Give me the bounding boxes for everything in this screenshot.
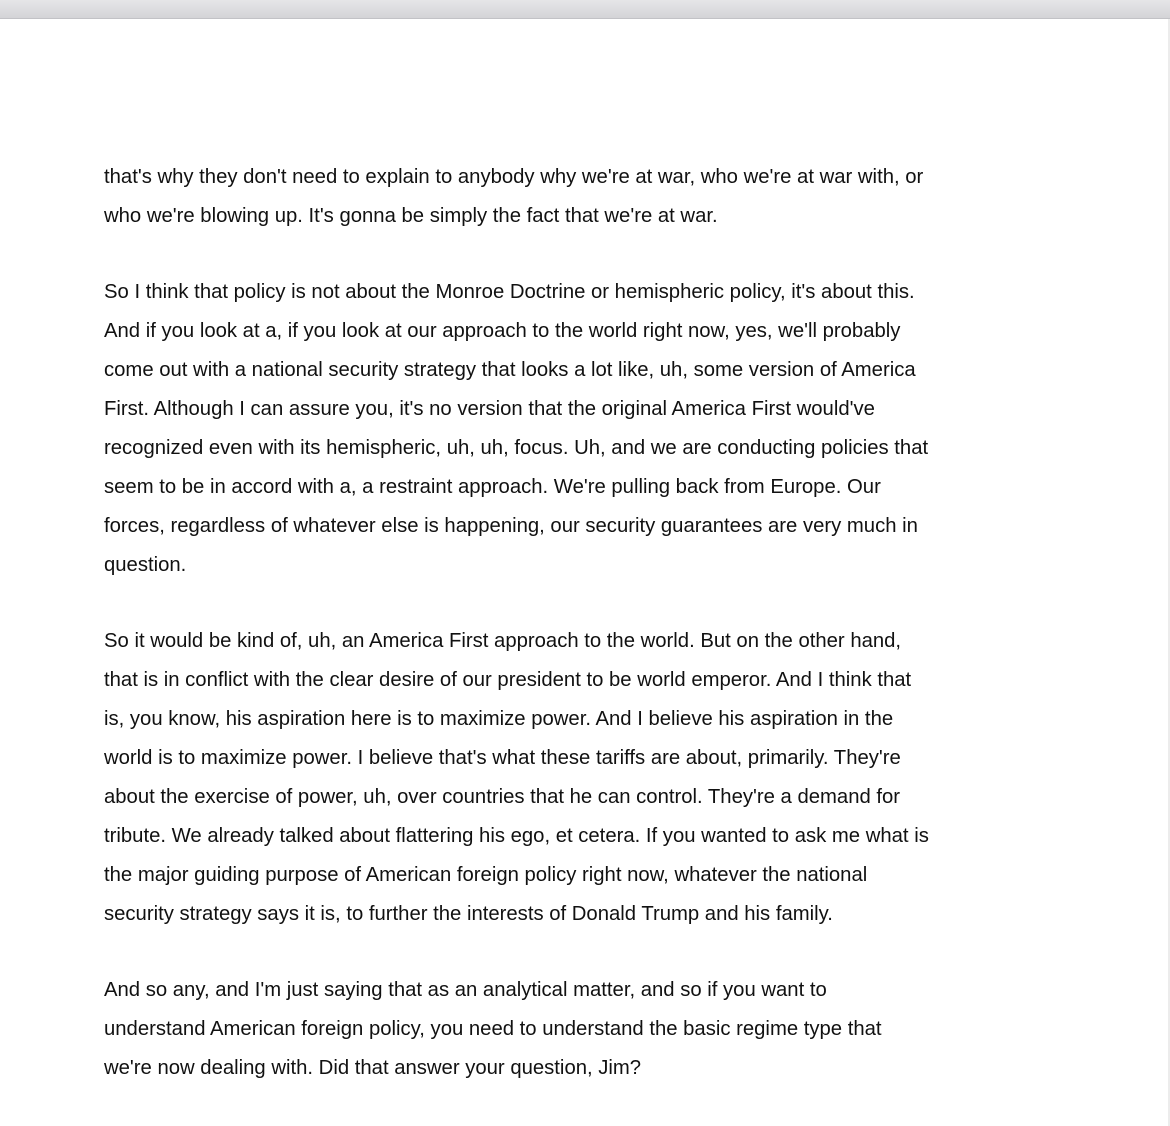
document-body — [104, 158, 1034, 1125]
paragraph-4: And so any, and I'm just saying that as an analytical matter, and so if you want to understand American foreign policy, you need to understand the basic regime type that we're now dealing with. Did that answer your question, Jim? — [104, 979, 882, 1079]
window-top-bar — [0, 0, 1170, 19]
paragraph-1: that's why they don't need to explain to anybody why we're at war, who we're at war with, or who we're blowing up. It's gonna be simply the fact that we're at war. — [104, 166, 924, 227]
paragraph-3: So it would be kind of, uh, an America First approach to the world. But on the other hand, that is in conflict with the clear desire of our president to be world emperor. And I think that is, you know, his aspiration here is to maximize power. And I believe his aspiration in the world is to maximize power. I believe that's what these tariffs are about, primarily. They're about the exercise of power, uh, over countries that he can control. They're a demand for tribute. We already talked about flattering his ego, et cetera. If you wanted to ask me what is the major guiding purpose of American foreign policy right now, whatever the national security strategy says it is, to further the interests of Donald Trump and his family. — [104, 630, 929, 925]
paragraph-2: So I think that policy is not about the Monroe Doctrine or hemispheric policy, it's about this. And if you look at a, if you look at our approach to the world right now, yes, we'll probably come out with a national security strategy that looks a lot like, uh, some version of America First. Although I can assure you, it's no version that the original America First would've recognized even with its hemispheric, uh, uh, focus. Uh, and we are conducting policies that seem to be in accord with a, a restraint approach. We're pulling back from Europe. Our forces, regardless of whatever else is happening, our security guarantees are very much in question. — [104, 281, 929, 576]
